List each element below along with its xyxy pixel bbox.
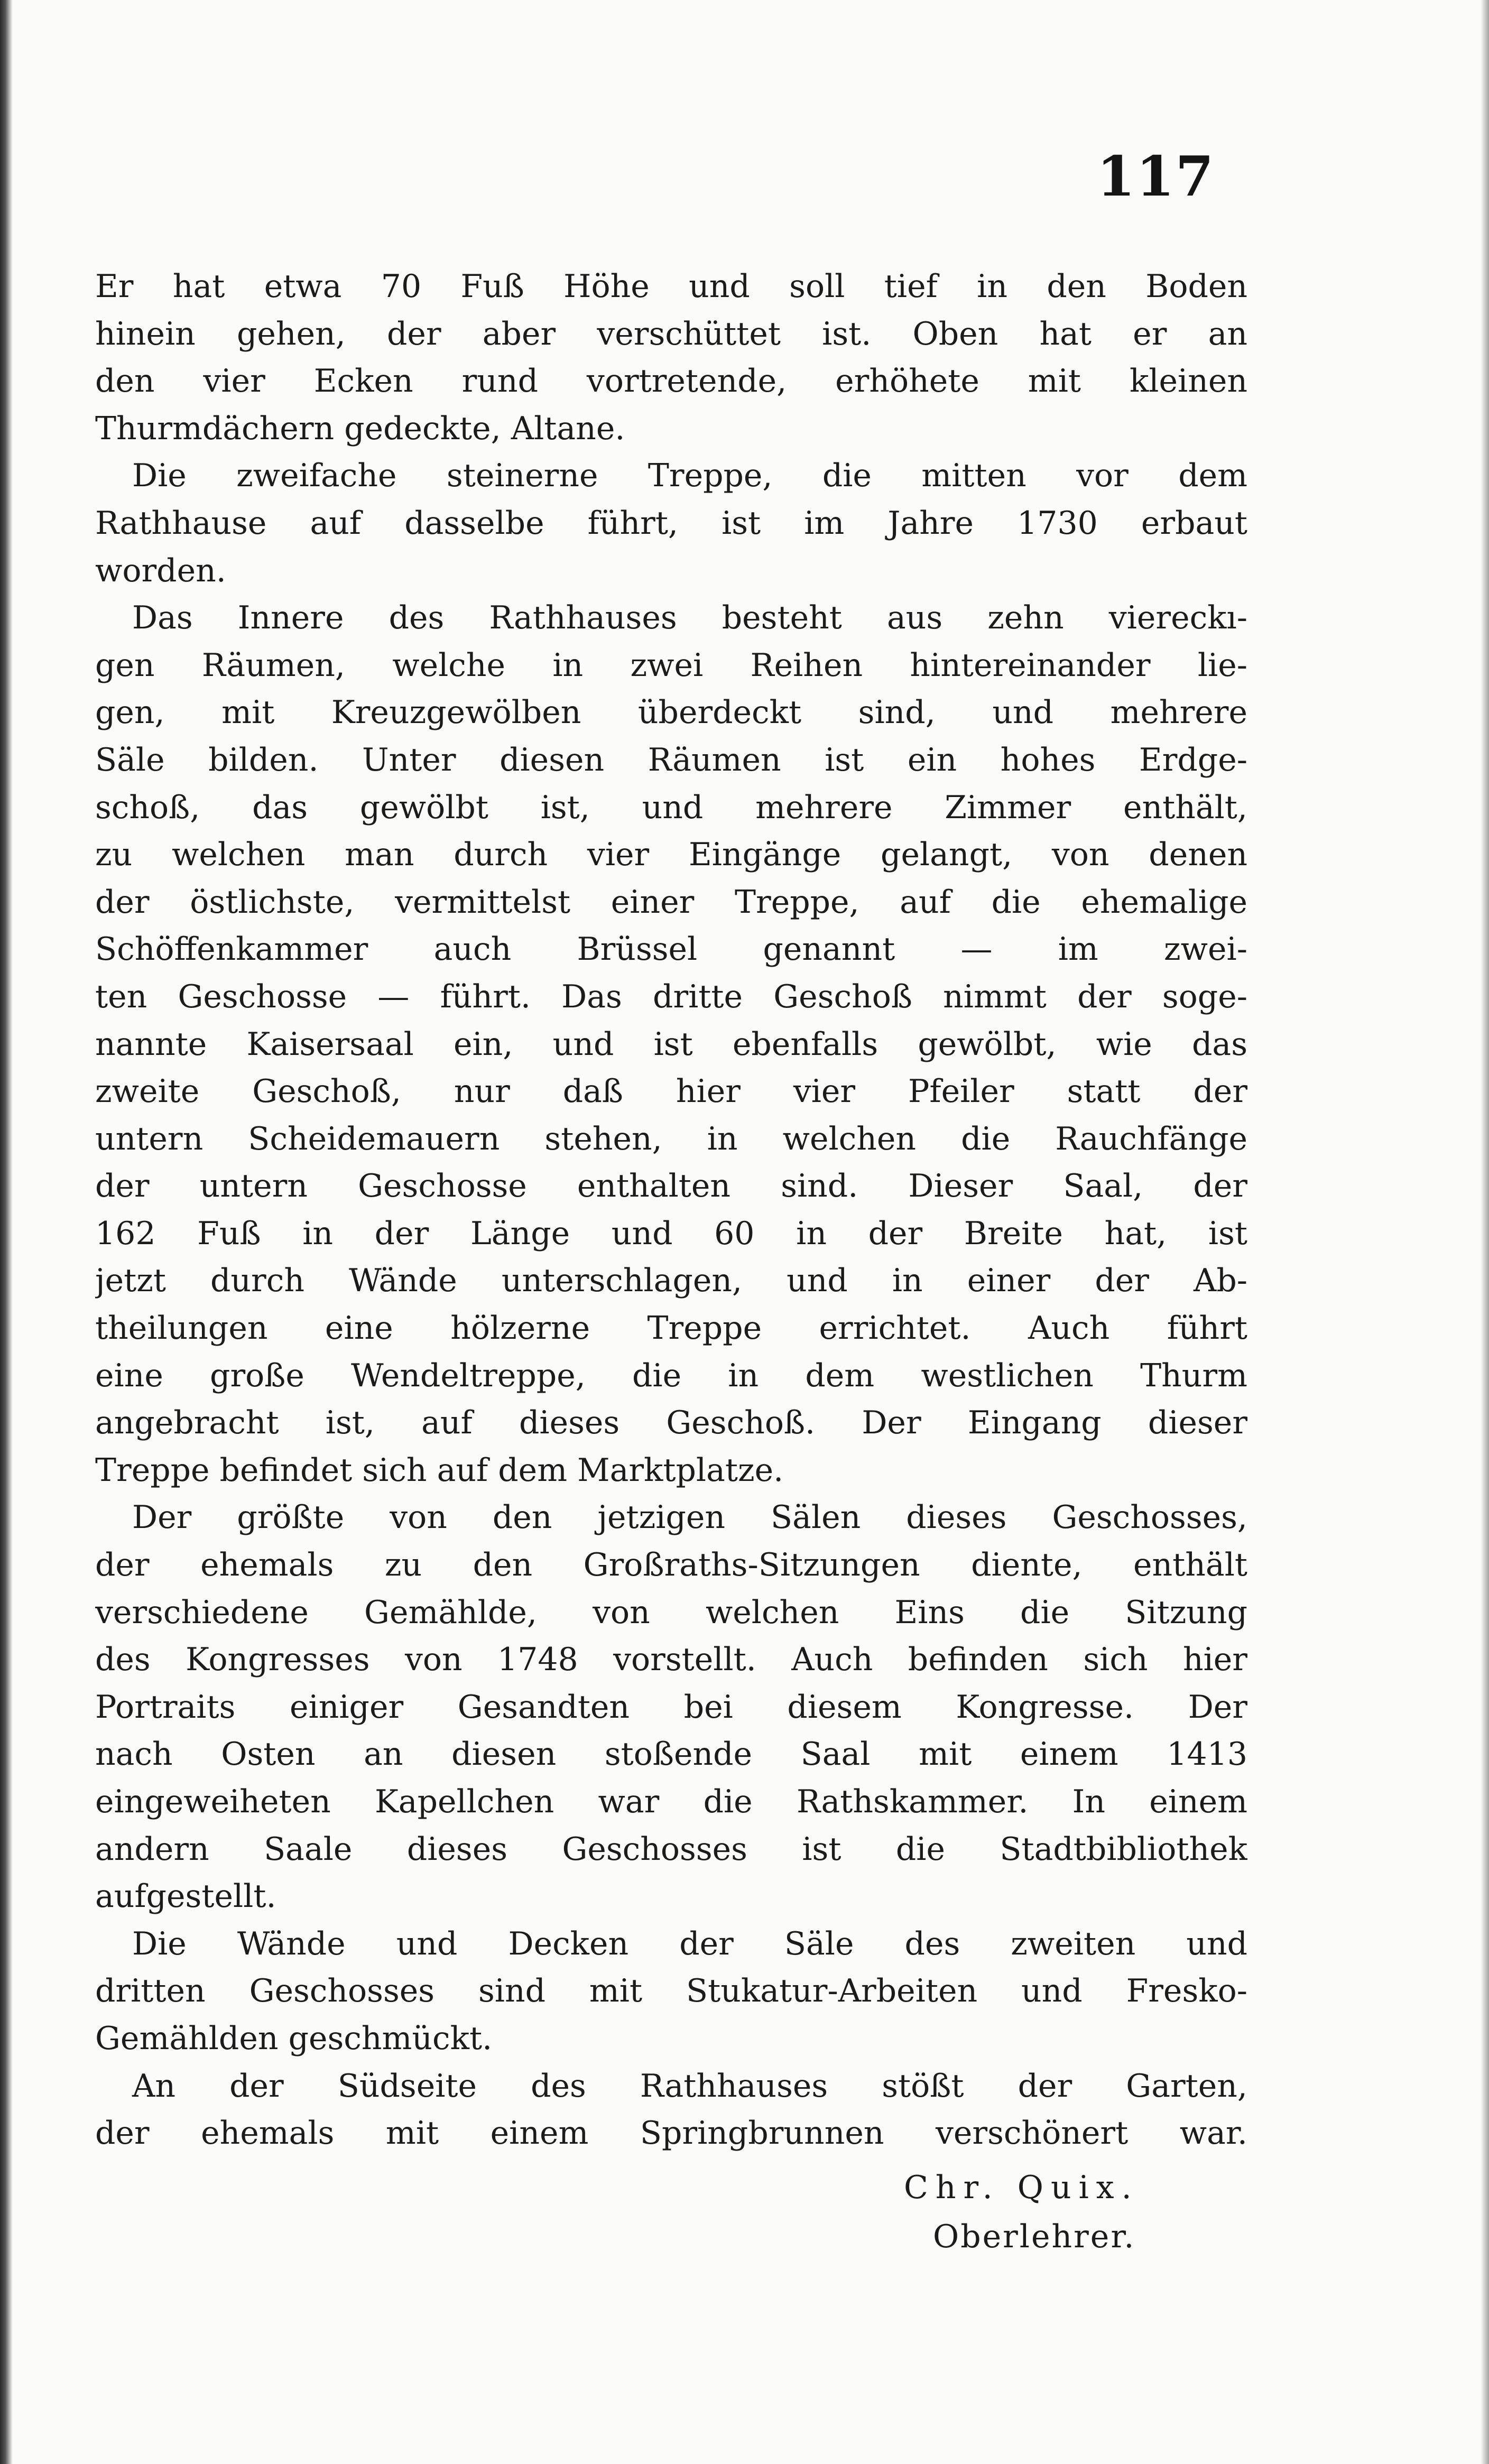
text-line: zu welchen man durch vier Eingänge gelangt, von denen	[95, 836, 1247, 874]
text-line: der östlichste, vermittelst einer Treppe, auf die ehemalige	[95, 883, 1247, 921]
text-line: verschiedene Gemählde, von welchen Eins die Sitzung	[95, 1594, 1247, 1631]
text-line: der ehemals mit einem Springbrunnen verschönert war.	[95, 2115, 1247, 2152]
text-line: gen Räumen, welche in zwei Reihen hintereinander lie-	[95, 646, 1247, 684]
text-line: Portraits einiger Gesandten bei diesem Kongresse. Der	[95, 1688, 1247, 1726]
text-line: andern Saale dieses Geschosses ist die Stadtbibliothek	[95, 1830, 1247, 1868]
text-line: Das Innere des Rathhauses besteht aus zehn viereckı-	[132, 599, 1247, 637]
text-line: Säle bilden. Unter diesen Räumen ist ein hohes Erdge-	[95, 741, 1247, 779]
text-line: eingeweiheten Kapellchen war die Rathskammer. In einem	[95, 1783, 1247, 1820]
text-line: An der Südseite des Rathhauses stößt der Garten,	[132, 2067, 1247, 2105]
text-line: 162 Fuß in der Länge und 60 in der Breite hat, ist	[95, 1215, 1247, 1252]
text-line: Die Wände und Decken der Säle des zweiten und	[132, 1925, 1247, 1962]
text-line: schoß, das gewölbt ist, und mehrere Zimmer enthält,	[95, 789, 1247, 826]
text-line: gen, mit Kreuzgewölben überdeckt sind, und mehrere	[95, 694, 1247, 731]
text-line: zweite Geschoß, nur daß hier vier Pfeiler statt der	[95, 1073, 1247, 1110]
text-line: angebracht ist, auf dieses Geschoß. Der Eingang dieser	[95, 1404, 1247, 1442]
text-line: Der größte von den jetzigen Sälen dieses Geschosses,	[132, 1499, 1247, 1536]
text-line: den vier Ecken rund vortretende, erhöhete mit kleinen	[95, 363, 1247, 400]
text-line: Thurmdächern gedeckte, Altane.	[95, 410, 625, 447]
text-line: Schöffenkammer auch Brüssel genannt — im zwei-	[95, 931, 1247, 968]
text-line: worden.	[95, 552, 226, 589]
text-line: untern Scheidemauern stehen, in welchen die Rauchfänge	[95, 1120, 1247, 1157]
text-line: nach Osten an diesen stoßende Saal mit einem 1413	[95, 1736, 1247, 1773]
text-line: nannte Kaisersaal ein, und ist ebenfalls gewölbt, wie das	[95, 1025, 1247, 1063]
text-line: des Kongresses von 1748 vorstellt. Auch befinden sich hier	[95, 1641, 1247, 1679]
text-line: Er hat etwa 70 Fuß Höhe und soll tief in den Boden	[95, 268, 1247, 305]
text-line: dritten Geschosses sind mit Stukatur-Arbeiten und Fresko-	[95, 1972, 1247, 2010]
text-line: Treppe befindet sich auf dem Marktplatze.	[95, 1451, 784, 1489]
page-number: 117	[1097, 144, 1215, 209]
text-line: jetzt durch Wände unterschlagen, und in einer der Ab-	[95, 1262, 1247, 1300]
binding-shadow	[0, 0, 13, 2464]
text-line: Die zweifache steinerne Treppe, die mitten vor dem	[132, 457, 1247, 495]
text-line: ten Geschosse — führt. Das dritte Geschoß nimmt der soge-	[95, 978, 1247, 1015]
text-line: theilungen eine hölzerne Treppe errichtet. Auch führt	[95, 1310, 1247, 1347]
author-signature: Chr. Quix.	[904, 2169, 1139, 2206]
author-title: Oberlehrer.	[933, 2218, 1136, 2255]
text-line: Gemählden geschmückt.	[95, 2020, 493, 2057]
text-line: eine große Wendeltreppe, die in dem westlichen Thurm	[95, 1357, 1247, 1394]
text-line: der ehemals zu den Großraths-Sitzungen diente, enthält	[95, 1546, 1247, 1584]
page-edge-shadow	[1481, 0, 1489, 2464]
text-line: aufgestellt.	[95, 1878, 276, 1915]
text-line: hinein gehen, der aber verschüttet ist. Oben hat er an	[95, 315, 1247, 353]
text-line: Rathhause auf dasselbe führt, ist im Jahre 1730 erbaut	[95, 504, 1247, 542]
text-line: der untern Geschosse enthalten sind. Dieser Saal, der	[95, 1168, 1247, 1205]
body-text	[95, 263, 1247, 2157]
